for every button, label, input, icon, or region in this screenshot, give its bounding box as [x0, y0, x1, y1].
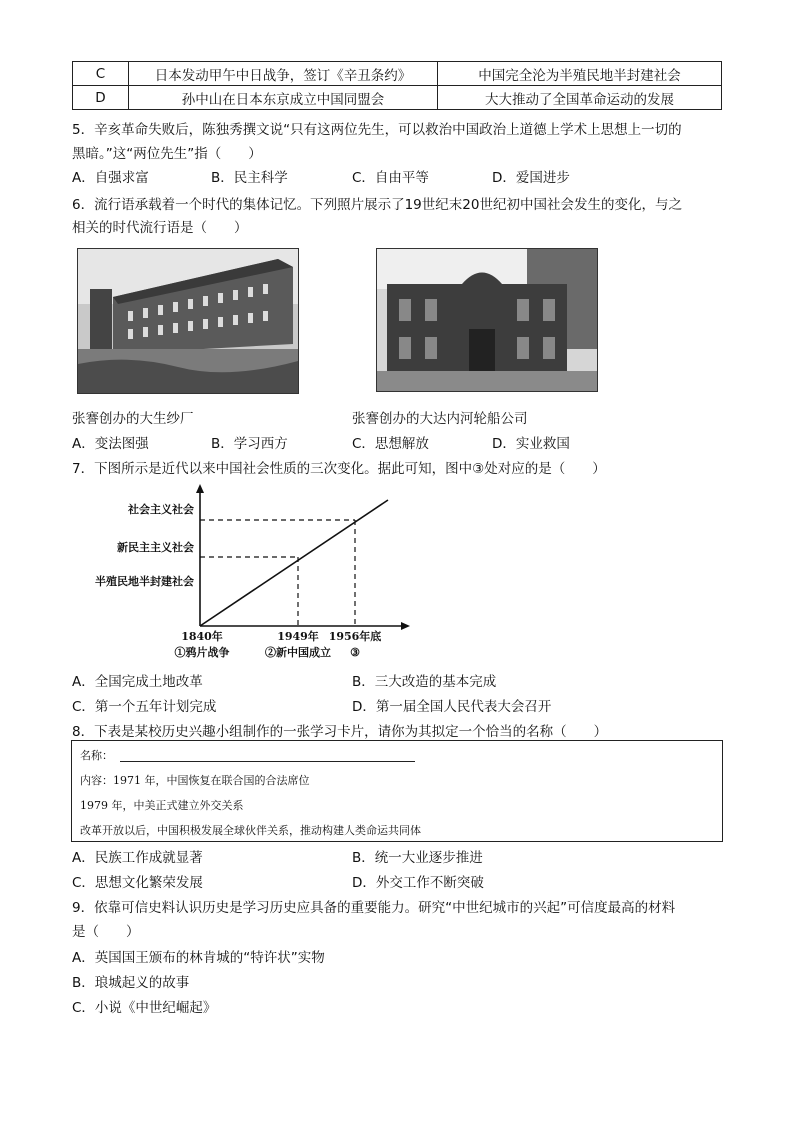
photo-caption-1: 张謇创办的大生纱厂: [72, 411, 194, 427]
q8-option-d: D．外交工作不断突破: [352, 875, 484, 891]
q9-option-c: C．小说《中世纪崛起》: [72, 1000, 217, 1016]
q8-option-b: B．统一大业逐步推进: [352, 850, 483, 866]
table-row: [73, 62, 722, 86]
row-event: 日本发动甲午中日战争，签订《辛丑条约》: [129, 62, 438, 86]
ylabel-semi-colonial: 半殖民地半封建社会: [95, 575, 194, 588]
x-axis-arrow: [401, 622, 410, 630]
q5-option-d: D．爱国进步: [492, 170, 570, 186]
q7-option-c: C．第一个五年计划完成: [72, 699, 217, 715]
q9-stem-line1: 9．依靠可信史料认识历史是学习历史应具备的重要能力。研究“中世纪城市的兴起”可信度最高的材料: [72, 900, 676, 916]
q5-option-b: B．民主科学: [211, 170, 288, 186]
row-impact: 中国完全沦为半殖民地半封建社会: [438, 62, 722, 86]
row-impact: 大大推动了全国革命运动的发展: [438, 86, 722, 110]
answer-table: [72, 61, 722, 110]
card-name-label: 名称：: [80, 749, 113, 762]
q6-stem-line1: 6．流行语承载着一个时代的集体记忆。下列照片展示了19世纪末20世纪初中国社会发生的变化，与之: [72, 197, 682, 213]
q5-option-c: C．自由平等: [352, 170, 429, 186]
q5-stem-line1: 5．辛亥革命失败后，陈独秀撰文说“只有这两位先生，可以救治中国政治上道德上学术上思想上一切的: [72, 122, 682, 138]
ylabel-new-democracy: 新民主主义社会: [117, 541, 194, 554]
photo-dasheng-factory: [77, 248, 299, 394]
q6-option-d: D．实业救国: [492, 436, 570, 452]
xlabel-1949: 1949年: [277, 630, 319, 643]
q6-option-c: C．思想解放: [352, 436, 429, 452]
q6-option-a: A．变法图强: [72, 436, 149, 452]
sublabel-3: ③: [350, 646, 360, 659]
q5-option-a: A．自强求富: [72, 170, 149, 186]
q9-option-b: B．琅城起义的故事: [72, 975, 190, 991]
q7-option-a: A．全国完成土地改革: [72, 674, 203, 690]
q8-stem: 8．下表是某校历史兴趣小组制作的一张学习卡片，请你为其拟定一个恰当的名称（ ）: [72, 724, 608, 740]
q5-stem-line2: 黑暗。”这“两位先生”指（ ）: [72, 146, 262, 162]
card-line-1: 内容：1971 年，中国恢复在联合国的合法席位: [80, 774, 310, 787]
row-key: C: [73, 62, 129, 86]
study-card: [71, 740, 723, 842]
card-line-3: 改革开放以后，中国积极发展全球伙伴关系，推动构建人类命运共同体: [80, 824, 421, 837]
trend-line: [200, 500, 388, 626]
table-row: [73, 86, 722, 110]
ylabel-socialist: 社会主义社会: [128, 503, 194, 516]
q9-option-a: A．英国国王颁布的林肯城的“特许状”实物: [72, 950, 325, 966]
society-change-diagram: [72, 480, 412, 666]
xlabel-1956: 1956年底: [328, 630, 382, 643]
photo-caption-2: 张謇创办的大达内河轮船公司: [352, 411, 528, 427]
row-event: 孙中山在日本东京成立中国同盟会: [129, 86, 438, 110]
q8-option-c: C．思想文化繁荣发展: [72, 875, 203, 891]
q6-option-b: B．学习西方: [211, 436, 288, 452]
y-axis-arrow: [196, 484, 204, 493]
sublabel-new-china: ②新中国成立: [265, 646, 331, 659]
name-blank-line: [120, 761, 415, 762]
sublabel-opium-war: ①鸦片战争: [174, 646, 230, 659]
q7-stem: 7．下图所示是近代以来中国社会性质的三次变化。据此可知，图中③处对应的是（ ）: [72, 461, 606, 477]
q6-stem-line2: 相关的时代流行语是（ ）: [72, 220, 248, 236]
q8-option-a: A．民族工作成就显著: [72, 850, 203, 866]
q9-stem-line2: 是（ ）: [72, 924, 140, 940]
photo-dada-shipping-company: [376, 248, 598, 392]
xlabel-1840: 1840年: [181, 630, 223, 643]
card-line-2: 1979 年，中美正式建立外交关系: [80, 799, 244, 812]
row-key: D: [73, 86, 129, 110]
q7-option-b: B．三大改造的基本完成: [352, 674, 497, 690]
q7-option-d: D．第一届全国人民代表大会召开: [352, 699, 552, 715]
